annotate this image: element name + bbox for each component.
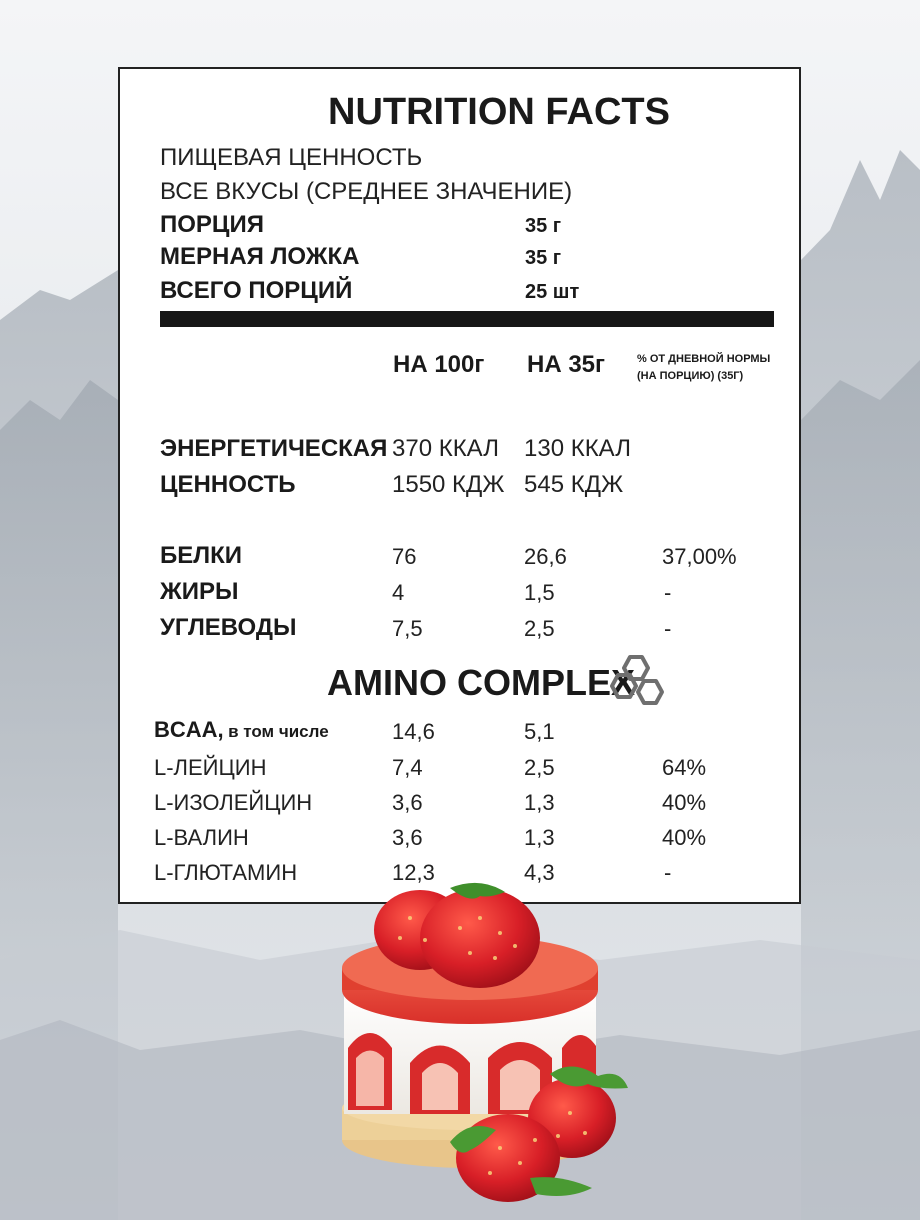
scoop-value: 35 г <box>525 247 562 269</box>
bcaa-label <box>154 717 329 743</box>
serving-label: ПОРЦИЯ <box>160 211 264 238</box>
column-per100-header: НА 100г <box>393 351 485 378</box>
total-servings-label: ВСЕГО ПОРЦИЙ <box>160 277 353 304</box>
valine-per35: 1,3 <box>524 825 555 850</box>
glutamine-label: L-ГЛЮТАМИН <box>154 860 298 885</box>
valine-label: L-ВАЛИН <box>154 825 249 850</box>
column-daily-header-line1: % ОТ ДНЕВНОЙ НОРМЫ <box>637 353 771 365</box>
leucine-daily: 64% <box>662 755 707 780</box>
column-per35-header: НА 35г <box>527 351 606 378</box>
total-servings-value: 25 шт <box>525 281 580 303</box>
glutamine-per35: 4,3 <box>524 860 555 885</box>
bcaa-label-rest: в том числе <box>228 722 329 741</box>
valine-per100: 3,6 <box>392 825 423 850</box>
leucine-per100: 7,4 <box>392 755 423 780</box>
fat-per100: 4 <box>392 580 405 605</box>
subtitle-all-flavors: ВСЕ ВКУСЫ (СРЕДНЕЕ ЗНАЧЕНИЕ) <box>160 178 573 205</box>
bcaa-per100: 14,6 <box>392 719 435 744</box>
nutrition-title: NUTRITION FACTS <box>328 91 670 133</box>
hexagon-molecule-icon <box>608 653 672 709</box>
isoleucine-label: L-ИЗОЛЕЙЦИН <box>154 790 313 815</box>
glutamine-per100: 12,3 <box>392 860 435 885</box>
fat-per35: 1,5 <box>524 580 555 605</box>
protein-per100: 76 <box>392 544 417 569</box>
carbs-label: УГЛЕВОДЫ <box>160 614 297 641</box>
scoop-label: МЕРНАЯ ЛОЖКА <box>160 243 360 270</box>
protein-per35: 26,6 <box>524 544 567 569</box>
carbs-per35: 2,5 <box>524 616 555 641</box>
energy-label-line2: ЦЕННОСТЬ <box>160 471 296 498</box>
energy-kj-100: 1550 КДЖ <box>392 471 505 498</box>
serving-value: 35 г <box>525 215 562 237</box>
divider-bar <box>160 311 774 327</box>
bcaa-label-bold: BCAA, <box>154 717 224 742</box>
valine-daily: 40% <box>662 825 707 850</box>
nutrition-facts-card <box>118 67 801 904</box>
bcaa-per35: 5,1 <box>524 719 555 744</box>
carbs-daily: - <box>664 616 672 641</box>
fat-label: ЖИРЫ <box>160 578 239 605</box>
isoleucine-daily: 40% <box>662 790 707 815</box>
energy-kcal-100: 370 ККАЛ <box>392 435 499 462</box>
strawberry-cake-illustration <box>330 878 640 1208</box>
fat-daily: - <box>664 580 672 605</box>
carbs-per100: 7,5 <box>392 616 423 641</box>
energy-kj-35: 545 КДЖ <box>524 471 624 498</box>
leucine-per35: 2,5 <box>524 755 555 780</box>
energy-label-line1: ЭНЕРГЕТИЧЕСКАЯ <box>160 435 388 462</box>
isoleucine-per35: 1,3 <box>524 790 555 815</box>
protein-daily: 37,00% <box>662 544 737 569</box>
protein-label: БЕЛКИ <box>160 542 242 569</box>
glutamine-daily: - <box>664 860 672 885</box>
subtitle-nutrition-value: ПИЩЕВАЯ ЦЕННОСТЬ <box>160 144 423 171</box>
column-daily-header-line2: (НА ПОРЦИЮ) (35Г) <box>637 370 744 382</box>
amino-complex-title: AMINO COMPLEX <box>327 662 636 703</box>
energy-kcal-35: 130 ККАЛ <box>524 435 631 462</box>
isoleucine-per100: 3,6 <box>392 790 423 815</box>
leucine-label: L-ЛЕЙЦИН <box>154 755 267 780</box>
